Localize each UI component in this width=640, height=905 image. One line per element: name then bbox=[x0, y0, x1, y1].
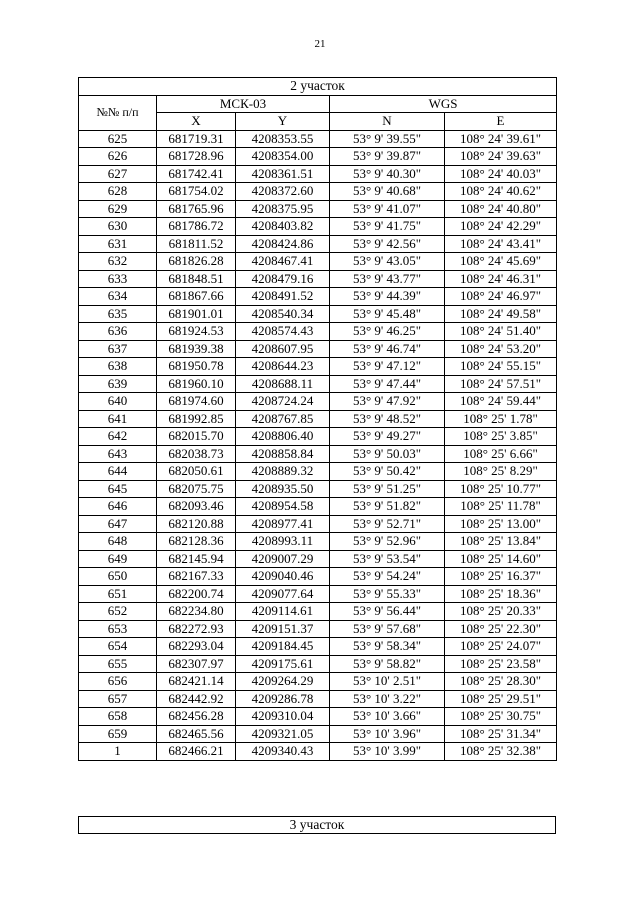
table-row bbox=[79, 253, 557, 271]
cell-n: 53° 9' 43.77" bbox=[330, 270, 445, 288]
cell-y: 4209264.29 bbox=[236, 673, 330, 691]
cell-e: 108° 24' 53.20" bbox=[445, 340, 557, 358]
cell-y: 4208375.95 bbox=[236, 200, 330, 218]
cell-n: 53° 9' 52.71" bbox=[330, 515, 445, 533]
cell-x: 682145.94 bbox=[157, 550, 236, 568]
table-row bbox=[79, 533, 557, 551]
cell-x: 681867.66 bbox=[157, 288, 236, 306]
cell-number: 655 bbox=[79, 655, 157, 673]
cell-n: 53° 10' 3.96" bbox=[330, 725, 445, 743]
cell-x: 681728.96 bbox=[157, 148, 236, 166]
cell-y: 4209114.61 bbox=[236, 603, 330, 621]
cell-n: 53° 9' 39.87" bbox=[330, 148, 445, 166]
cell-x: 682466.21 bbox=[157, 743, 236, 761]
cell-x: 682200.74 bbox=[157, 585, 236, 603]
cell-number: 648 bbox=[79, 533, 157, 551]
cell-n: 53° 9' 55.33" bbox=[330, 585, 445, 603]
table-row bbox=[79, 620, 557, 638]
cell-number: 638 bbox=[79, 358, 157, 376]
cell-n: 53° 9' 51.82" bbox=[330, 498, 445, 516]
table-row bbox=[79, 375, 557, 393]
cell-x: 682128.36 bbox=[157, 533, 236, 551]
cell-number: 630 bbox=[79, 218, 157, 236]
table-row bbox=[79, 690, 557, 708]
cell-x: 681924.53 bbox=[157, 323, 236, 341]
table-row bbox=[79, 340, 557, 358]
cell-n: 53° 9' 39.55" bbox=[330, 130, 445, 148]
cell-x: 681950.78 bbox=[157, 358, 236, 376]
cell-e: 108° 25' 16.37" bbox=[445, 568, 557, 586]
page-number: 21 bbox=[314, 38, 326, 50]
table-row bbox=[79, 708, 557, 726]
cell-y: 4208993.11 bbox=[236, 533, 330, 551]
cell-y: 4208372.60 bbox=[236, 183, 330, 201]
column-header-y: Y bbox=[236, 113, 330, 131]
table-row bbox=[79, 270, 557, 288]
cell-number: 635 bbox=[79, 305, 157, 323]
cell-e: 108° 25' 13.00" bbox=[445, 515, 557, 533]
cell-number: 637 bbox=[79, 340, 157, 358]
cell-e: 108° 24' 40.62" bbox=[445, 183, 557, 201]
cell-n: 53° 9' 40.68" bbox=[330, 183, 445, 201]
cell-number: 657 bbox=[79, 690, 157, 708]
table-body bbox=[79, 130, 557, 760]
cell-number: 627 bbox=[79, 165, 157, 183]
cell-n: 53° 9' 44.39" bbox=[330, 288, 445, 306]
table-row bbox=[79, 515, 557, 533]
cell-e: 108° 24' 49.58" bbox=[445, 305, 557, 323]
table-row bbox=[79, 673, 557, 691]
table-row bbox=[79, 568, 557, 586]
cell-e: 108° 25' 32.38" bbox=[445, 743, 557, 761]
cell-x: 682167.33 bbox=[157, 568, 236, 586]
group-header-msk: МСК-03 bbox=[157, 95, 330, 113]
cell-number: 634 bbox=[79, 288, 157, 306]
cell-x: 682272.93 bbox=[157, 620, 236, 638]
cell-number: 652 bbox=[79, 603, 157, 621]
cell-x: 681742.41 bbox=[157, 165, 236, 183]
cell-x: 682075.75 bbox=[157, 480, 236, 498]
cell-n: 53° 9' 47.92" bbox=[330, 393, 445, 411]
cell-y: 4209007.29 bbox=[236, 550, 330, 568]
cell-e: 108° 25' 24.07" bbox=[445, 638, 557, 656]
table-row bbox=[79, 305, 557, 323]
table-row bbox=[79, 235, 557, 253]
table-row bbox=[79, 498, 557, 516]
cell-y: 4208353.55 bbox=[236, 130, 330, 148]
cell-y: 4208858.84 bbox=[236, 445, 330, 463]
table-row bbox=[79, 743, 557, 761]
cell-e: 108° 24' 57.51" bbox=[445, 375, 557, 393]
table-row bbox=[79, 638, 557, 656]
cell-y: 4209184.45 bbox=[236, 638, 330, 656]
cell-y: 4208607.95 bbox=[236, 340, 330, 358]
cell-x: 682234.80 bbox=[157, 603, 236, 621]
cell-e: 108° 24' 59.44" bbox=[445, 393, 557, 411]
cell-x: 681754.02 bbox=[157, 183, 236, 201]
cell-n: 53° 9' 56.44" bbox=[330, 603, 445, 621]
table-row bbox=[79, 358, 557, 376]
cell-e: 108° 25' 28.30" bbox=[445, 673, 557, 691]
cell-y: 4208889.32 bbox=[236, 463, 330, 481]
cell-y: 4208935.50 bbox=[236, 480, 330, 498]
cell-e: 108° 25' 10.77" bbox=[445, 480, 557, 498]
cell-n: 53° 9' 47.44" bbox=[330, 375, 445, 393]
cell-n: 53° 9' 58.34" bbox=[330, 638, 445, 656]
cell-x: 682442.92 bbox=[157, 690, 236, 708]
column-header-x: X bbox=[157, 113, 236, 131]
cell-e: 108° 24' 39.61" bbox=[445, 130, 557, 148]
cell-number: 628 bbox=[79, 183, 157, 201]
cell-y: 4208467.41 bbox=[236, 253, 330, 271]
cell-y: 4209077.64 bbox=[236, 585, 330, 603]
table-row bbox=[79, 428, 557, 446]
cell-n: 53° 9' 43.05" bbox=[330, 253, 445, 271]
cell-number: 625 bbox=[79, 130, 157, 148]
cell-number: 659 bbox=[79, 725, 157, 743]
cell-e: 108° 25' 20.33" bbox=[445, 603, 557, 621]
cell-n: 53° 9' 41.07" bbox=[330, 200, 445, 218]
cell-e: 108° 24' 45.69" bbox=[445, 253, 557, 271]
cell-y: 4209040.46 bbox=[236, 568, 330, 586]
cell-n: 53° 10' 3.99" bbox=[330, 743, 445, 761]
cell-y: 4208361.51 bbox=[236, 165, 330, 183]
cell-n: 53° 10' 3.22" bbox=[330, 690, 445, 708]
table-row bbox=[79, 218, 557, 236]
cell-number: 656 bbox=[79, 673, 157, 691]
cell-e: 108° 25' 13.84" bbox=[445, 533, 557, 551]
cell-number: 646 bbox=[79, 498, 157, 516]
column-header-number: №№ п/п bbox=[79, 95, 157, 130]
table-row bbox=[79, 288, 557, 306]
cell-number: 632 bbox=[79, 253, 157, 271]
cell-x: 682307.97 bbox=[157, 655, 236, 673]
table-row bbox=[79, 183, 557, 201]
cell-e: 108° 24' 42.29" bbox=[445, 218, 557, 236]
cell-e: 108° 25' 18.36" bbox=[445, 585, 557, 603]
cell-e: 108° 25' 30.75" bbox=[445, 708, 557, 726]
cell-n: 53° 9' 50.03" bbox=[330, 445, 445, 463]
cell-x: 681719.31 bbox=[157, 130, 236, 148]
cell-e: 108° 24' 40.03" bbox=[445, 165, 557, 183]
cell-x: 682050.61 bbox=[157, 463, 236, 481]
cell-number: 650 bbox=[79, 568, 157, 586]
cell-number: 653 bbox=[79, 620, 157, 638]
cell-number: 629 bbox=[79, 200, 157, 218]
cell-x: 681960.10 bbox=[157, 375, 236, 393]
cell-number: 631 bbox=[79, 235, 157, 253]
cell-y: 4208954.58 bbox=[236, 498, 330, 516]
cell-number: 640 bbox=[79, 393, 157, 411]
cell-y: 4208724.24 bbox=[236, 393, 330, 411]
next-section-table bbox=[78, 816, 556, 834]
cell-e: 108° 25' 3.85" bbox=[445, 428, 557, 446]
cell-e: 108° 24' 40.80" bbox=[445, 200, 557, 218]
cell-e: 108° 25' 23.58" bbox=[445, 655, 557, 673]
section-title: 2 участок bbox=[79, 78, 557, 96]
table-row bbox=[79, 323, 557, 341]
cell-number: 651 bbox=[79, 585, 157, 603]
table-row bbox=[79, 550, 557, 568]
cell-y: 4209175.61 bbox=[236, 655, 330, 673]
cell-n: 53° 9' 46.74" bbox=[330, 340, 445, 358]
table-row bbox=[79, 480, 557, 498]
cell-e: 108° 24' 55.15" bbox=[445, 358, 557, 376]
cell-e: 108° 24' 46.31" bbox=[445, 270, 557, 288]
cell-y: 4209321.05 bbox=[236, 725, 330, 743]
cell-number: 641 bbox=[79, 410, 157, 428]
cell-number: 644 bbox=[79, 463, 157, 481]
table-row bbox=[79, 585, 557, 603]
cell-number: 643 bbox=[79, 445, 157, 463]
table-row bbox=[79, 463, 557, 481]
coordinates-table bbox=[78, 77, 557, 761]
cell-n: 53° 9' 57.68" bbox=[330, 620, 445, 638]
cell-number: 649 bbox=[79, 550, 157, 568]
cell-number: 636 bbox=[79, 323, 157, 341]
cell-e: 108° 25' 6.66" bbox=[445, 445, 557, 463]
cell-n: 53° 10' 2.51" bbox=[330, 673, 445, 691]
cell-e: 108° 25' 1.78" bbox=[445, 410, 557, 428]
cell-e: 108° 25' 11.78" bbox=[445, 498, 557, 516]
column-header-e: E bbox=[445, 113, 557, 131]
cell-x: 682093.46 bbox=[157, 498, 236, 516]
cell-number: 645 bbox=[79, 480, 157, 498]
cell-number: 1 bbox=[79, 743, 157, 761]
cell-y: 4208806.40 bbox=[236, 428, 330, 446]
cell-x: 681974.60 bbox=[157, 393, 236, 411]
cell-x: 682421.14 bbox=[157, 673, 236, 691]
cell-y: 4208540.34 bbox=[236, 305, 330, 323]
table-row bbox=[79, 200, 557, 218]
cell-x: 681992.85 bbox=[157, 410, 236, 428]
cell-n: 53° 9' 53.54" bbox=[330, 550, 445, 568]
next-section-title: 3 участок bbox=[79, 817, 556, 834]
cell-e: 108° 24' 43.41" bbox=[445, 235, 557, 253]
table-row bbox=[79, 445, 557, 463]
cell-x: 682038.73 bbox=[157, 445, 236, 463]
cell-y: 4208688.11 bbox=[236, 375, 330, 393]
cell-n: 53° 9' 42.56" bbox=[330, 235, 445, 253]
cell-y: 4208354.00 bbox=[236, 148, 330, 166]
cell-n: 53° 9' 58.82" bbox=[330, 655, 445, 673]
cell-n: 53° 9' 45.48" bbox=[330, 305, 445, 323]
cell-y: 4209286.78 bbox=[236, 690, 330, 708]
cell-e: 108° 25' 8.29" bbox=[445, 463, 557, 481]
cell-y: 4208767.85 bbox=[236, 410, 330, 428]
cell-y: 4209151.37 bbox=[236, 620, 330, 638]
cell-number: 647 bbox=[79, 515, 157, 533]
cell-n: 53° 9' 52.96" bbox=[330, 533, 445, 551]
cell-x: 682293.04 bbox=[157, 638, 236, 656]
cell-number: 642 bbox=[79, 428, 157, 446]
cell-n: 53° 9' 48.52" bbox=[330, 410, 445, 428]
cell-x: 681811.52 bbox=[157, 235, 236, 253]
cell-n: 53° 9' 40.30" bbox=[330, 165, 445, 183]
column-header-n: N bbox=[330, 113, 445, 131]
cell-n: 53° 9' 46.25" bbox=[330, 323, 445, 341]
cell-n: 53° 9' 41.75" bbox=[330, 218, 445, 236]
cell-e: 108° 24' 46.97" bbox=[445, 288, 557, 306]
table-row bbox=[79, 603, 557, 621]
cell-y: 4209340.43 bbox=[236, 743, 330, 761]
cell-x: 681848.51 bbox=[157, 270, 236, 288]
cell-x: 681901.01 bbox=[157, 305, 236, 323]
cell-y: 4208977.41 bbox=[236, 515, 330, 533]
cell-y: 4208403.82 bbox=[236, 218, 330, 236]
cell-n: 53° 9' 49.27" bbox=[330, 428, 445, 446]
cell-n: 53° 9' 54.24" bbox=[330, 568, 445, 586]
table-row bbox=[79, 148, 557, 166]
table-row bbox=[79, 725, 557, 743]
cell-number: 639 bbox=[79, 375, 157, 393]
cell-x: 681765.96 bbox=[157, 200, 236, 218]
cell-x: 681786.72 bbox=[157, 218, 236, 236]
table-row bbox=[79, 130, 557, 148]
cell-x: 682015.70 bbox=[157, 428, 236, 446]
cell-e: 108° 24' 51.40" bbox=[445, 323, 557, 341]
cell-x: 681826.28 bbox=[157, 253, 236, 271]
cell-x: 682120.88 bbox=[157, 515, 236, 533]
cell-n: 53° 9' 51.25" bbox=[330, 480, 445, 498]
cell-number: 626 bbox=[79, 148, 157, 166]
cell-x: 682456.28 bbox=[157, 708, 236, 726]
cell-n: 53° 10' 3.66" bbox=[330, 708, 445, 726]
cell-n: 53° 9' 47.12" bbox=[330, 358, 445, 376]
cell-e: 108° 25' 29.51" bbox=[445, 690, 557, 708]
cell-n: 53° 9' 50.42" bbox=[330, 463, 445, 481]
cell-e: 108° 25' 22.30" bbox=[445, 620, 557, 638]
cell-y: 4208574.43 bbox=[236, 323, 330, 341]
table-row bbox=[79, 410, 557, 428]
cell-e: 108° 25' 14.60" bbox=[445, 550, 557, 568]
cell-y: 4209310.04 bbox=[236, 708, 330, 726]
cell-number: 654 bbox=[79, 638, 157, 656]
table-row bbox=[79, 393, 557, 411]
cell-y: 4208491.52 bbox=[236, 288, 330, 306]
cell-y: 4208479.16 bbox=[236, 270, 330, 288]
table-row bbox=[79, 655, 557, 673]
cell-x: 682465.56 bbox=[157, 725, 236, 743]
cell-e: 108° 24' 39.63" bbox=[445, 148, 557, 166]
table-row bbox=[79, 165, 557, 183]
cell-y: 4208424.86 bbox=[236, 235, 330, 253]
cell-y: 4208644.23 bbox=[236, 358, 330, 376]
cell-number: 658 bbox=[79, 708, 157, 726]
cell-x: 681939.38 bbox=[157, 340, 236, 358]
cell-number: 633 bbox=[79, 270, 157, 288]
cell-e: 108° 25' 31.34" bbox=[445, 725, 557, 743]
group-header-wgs: WGS bbox=[330, 95, 557, 113]
